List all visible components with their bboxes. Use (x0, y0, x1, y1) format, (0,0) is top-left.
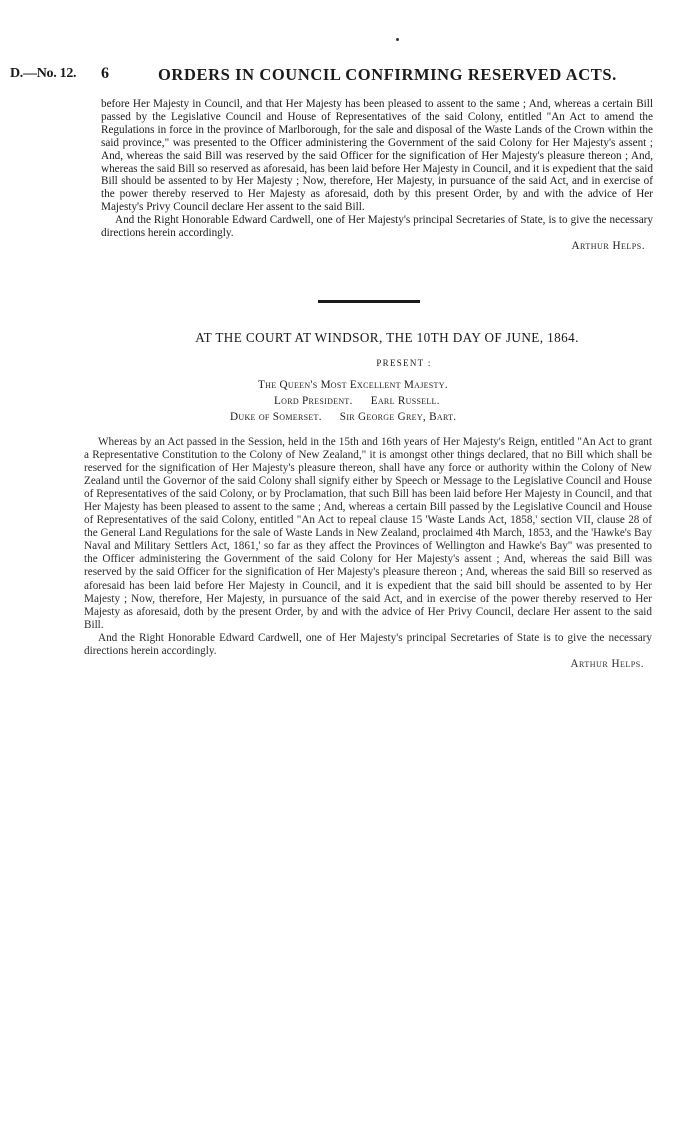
page-number: 6 (101, 65, 109, 82)
order-one-paragraph-2: And the Right Honorable Edward Cardwell, one of Her Majesty's principal Secretaries of State, is to give the necessary directions herein accordingly. (101, 214, 653, 240)
attendee-earl-russell: Earl Russell. (370, 395, 440, 407)
present-label (0, 358, 700, 368)
page-speck (396, 38, 399, 41)
present-label-text: PRESENT : (376, 358, 432, 368)
court-heading (0, 330, 700, 346)
order-one-signature: Arthur Helps. (571, 239, 645, 252)
court-heading-text: AT THE COURT AT WINDSOR, THE 10TH DAY OF JUNE, 1864. (195, 330, 579, 345)
order-one-paragraph-1: before Her Majesty in Council, and that Her Majesty has been pleased to assent to the same ; And, whereas a certain Bill passed by the Legislative Council and House of Representatives of the said Colony, entitled "An Act to amend the Regulations in force in the province of Marlborough, for the sale and disposal of the Waste Lands of the Crown within the said province," was presented to the Officer administering the Government of the said Colony for Her Majesty's assent ; And, whereas the said Bill was reserved by the said Officer for the signification of Her Majesty's pleasure thereon ; And, whereas the said Bill so reserved as aforesaid, has been laid before Her Majesty in Council, and it is expedient that the said Bill should be assented to by Her Majesty ; Now, therefore, Her Majesty, in pursuance of the said Act, and in exercise of the power thereby reserved to Her Majesty as aforesaid, doth by this present Order, by and with the advice of Her Majesty's Privy Council declare Her assent to the said Bill. (101, 98, 653, 214)
running-title: ORDERS IN COUNCIL CONFIRMING RESERVED ACTS. (158, 65, 617, 84)
section-divider (318, 300, 420, 303)
order-two-text (84, 436, 652, 671)
attendees-row-2 (274, 395, 440, 407)
attendees-row-3 (230, 411, 456, 423)
order-two-paragraph-2: And the Right Honorable Edward Cardwell, one of Her Majesty's principal Secretaries of State is to give the necessary directions herein accordingly. (84, 631, 652, 657)
attendee-duke-of-somerset: Duke of Somerset. (230, 411, 322, 423)
document-reference: D.—No. 12. (10, 66, 77, 81)
order-two-signature: Arthur Helps. (570, 657, 644, 670)
attendee-sir-george-grey: Sir George Grey, Bart. (339, 411, 457, 423)
attendee-queen: The Queen's Most Excellent Majesty. (258, 379, 448, 391)
page-header (10, 64, 690, 88)
order-two-paragraph-1: Whereas by an Act passed in the Session, held in the 15th and 16th years of Her Majesty's Reign, entitled "An Act to grant a Representative Constitution to the Colony of New Zealand," it is amongst other things declared, that no Bill which shall be reserved for the signification of Her Majesty's pleasure thereon, shall have any force or authority within the Colony of New Zealand until the Governor of the said Colony shall signify either by Speech or Message to the Legislative Council and House of Representatives of the said Colony, or by Proclamation, that such Bill has been laid before Her Majesty in Council, and that Her Majesty has been pleased to assent to the same ; And, whereas a certain Bill passed by the Legislative Council and House of Representatives of the said Colony, entitled "An Act to repeal clause 15 'Waste Lands Act, 1858,' section VII, clause 28 of the General Land Regulations for the sale of Waste Lands in New Zealand, proclaimed 4th March, 1853, and the 'Hawke's Bay Naval and Military Settlers Act, 1861,' so far as they affect the Provinces of Wellington and Hawke's Bay" was presented to the Officer administering the Government of the said Colony for Her Majesty's assent ; And, whereas the said Bill was reserved by the said Officer for the signification of Her Majesty's pleasure thereon ; And, whereas the said Bill so reserved as aforesaid has been laid before Her Majesty in Council, and it is expedient that the said bill should be assented to by Her Majesty ; Now, therefore, Her Majesty, in pursuance of the said Act, and in exercise of the power thereby reserved to Her Majesty as aforesaid, doth by the present Order, by and with the advice of Her Privy Council, declare Her assent to the said Bill. (84, 436, 652, 631)
order-one-text (101, 98, 653, 253)
attendee-lord-president: Lord President. (274, 395, 353, 407)
